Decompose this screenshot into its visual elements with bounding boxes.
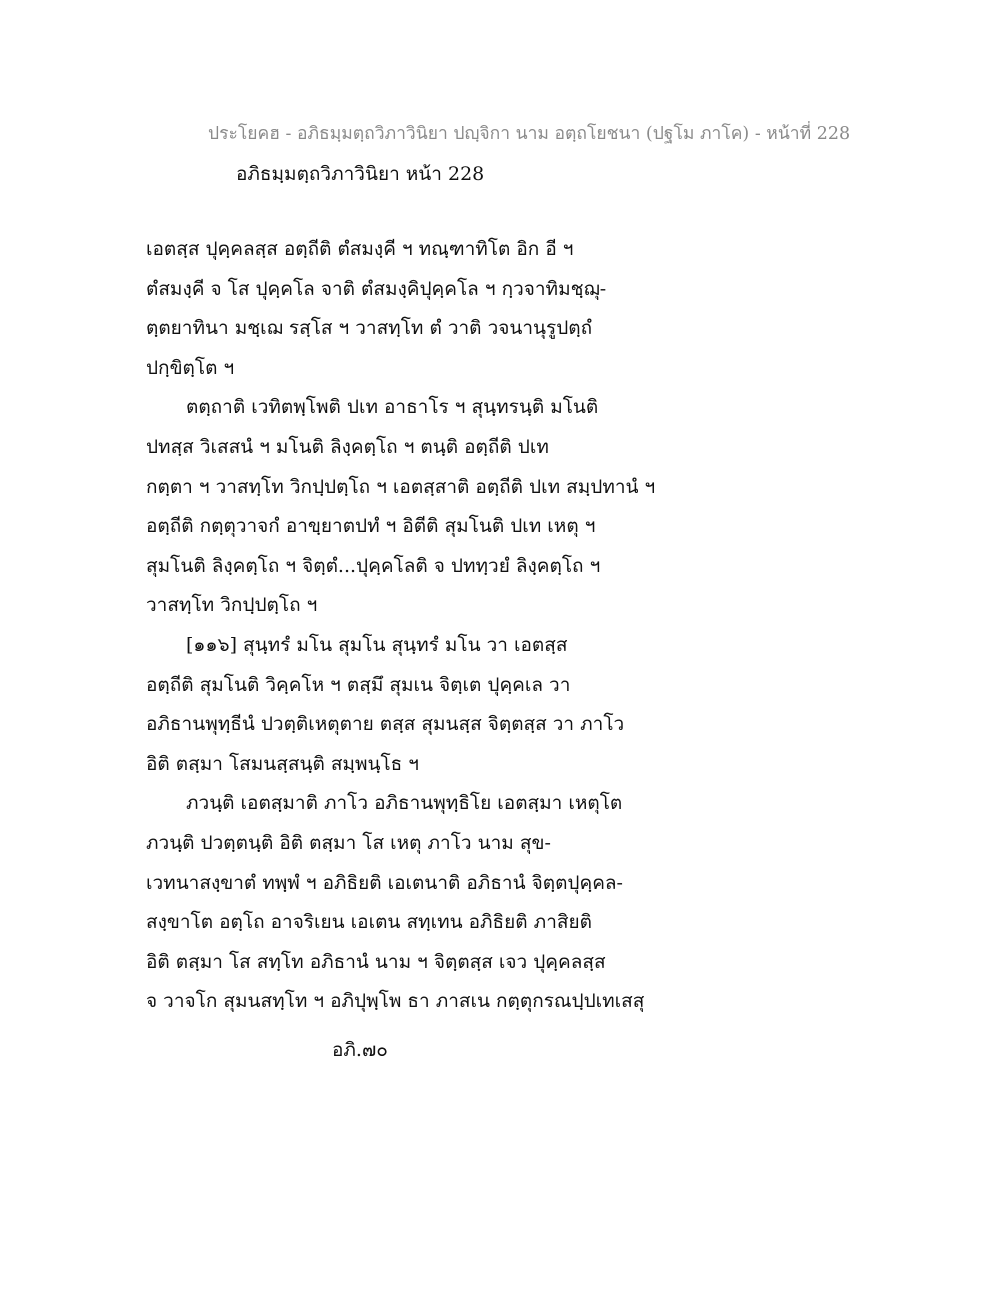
paragraph-start-line: [๑๑๖] สุนฺทรํ มโน สุมโน สุนฺทรํ มโน วา เอตสฺส — [186, 633, 568, 656]
text-line: ภวนฺติ ปวตฺตนฺติ อิติ ตสฺมา โส เหตุ ภาโว นาม สุข- — [146, 831, 551, 854]
body-text — [146, 230, 866, 1022]
text-line: อิติ ตสฺมา โสมนสฺสนฺติ สมฺพนฺโธ ฯ — [146, 752, 419, 775]
text-line: อิติ ตสฺมา โส สทฺโท อภิธานํ นาม ฯ จิตฺตสฺส เจว ปุคฺคลสฺส — [146, 950, 606, 973]
text-line: ปทสฺส วิเสสนํ ฯ มโนติ ลิงฺคตฺโถ ฯ ตนฺติ อตฺถีติ ปเท — [146, 435, 549, 458]
page-title: อภิธมฺมตฺถวิภาวินิยา หน้า 228 — [236, 163, 485, 185]
text-line: เอตสฺส ปุคฺคลสฺส อตฺถีติ ตํสมงฺคี ฯ ทณฺฑาทิโต อิก อี ฯ — [146, 238, 574, 260]
text-line: สุมโนติ ลิงฺคตฺโถ ฯ จิตฺตํ...ปุคฺคโลติ จ ปททฺวยํ ลิงฺคตฺโถ ฯ — [146, 554, 601, 577]
text-line: อตฺถีติ กตฺตุวาจกํ อาขฺยาตปทํ ฯ อิตีติ สุมโนติ ปเท เหตุ ฯ — [146, 515, 596, 538]
text-line: จ วาจโก สุมนสทฺโท ฯ อภิปุพฺโพ ธา ภาสเน กตฺตุกรณปฺปเทเสสุ — [146, 990, 645, 1013]
text-line: สงฺขาโต อตฺโถ อาจริเยน เอเตน สทฺเทน อภิธิยติ ภาสิยติ — [146, 911, 592, 934]
page-marker: อภิ.๗๐ — [332, 1039, 388, 1061]
text-line: ปกฺขิตฺโต ฯ — [146, 356, 235, 379]
running-header: ประโยคฮ - อภิธมฺมตฺถวิภาวินิยา ปญฺจิกา นาม อตฺถโยชนา (ปฐโม ภาโค) - หน้าที่ 228 — [208, 124, 851, 144]
text-line: กตฺตา ฯ วาสทฺโท วิกปฺปตฺโถ ฯ เอตสฺสาติ อตฺถีติ ปเท สมฺปทานํ ฯ — [146, 475, 656, 498]
text-line: อภิธานพุทฺธีนํ ปวตฺติเหตุตาย ตสฺส สุมนสฺส จิตฺตสฺส วา ภาโว — [146, 713, 625, 736]
text-line: เวทนาสงฺขาตํ ทพฺพํ ฯ อภิธิยติ เอเตนาติ อภิธานํ จิตฺตปุคฺคล- — [146, 871, 623, 894]
text-line: อตฺถีติ สุมโนติ วิคฺคโห ฯ ตสฺมึ สุมเน จิตฺเต ปุคฺคเล วา — [146, 673, 571, 696]
text-line: ตฺตยาทินา มชฺเฌ รสฺโส ฯ วาสทฺโท ตํ วาติ วจนานุรูปตฺถํ — [146, 317, 593, 340]
text-line: วาสทฺโท วิกปฺปตฺโถ ฯ — [146, 594, 318, 617]
text-line: ตํสมงฺคี จ โส ปุคฺคโล จาติ ตํสมงฺคิปุคฺคโล ฯ กฺวจาทิมชฺฌุ- — [146, 277, 607, 300]
paragraph-start-line: ภวนฺติ เอตสฺมาติ ภาโว อภิธานพุทฺธิโย เอตสฺมา เหตุโต — [186, 792, 623, 815]
paragraph-start-line: ตตฺถาติ เวทิตพฺโพติ ปเท อาธาโร ฯ สุนฺทรนฺติ มโนติ — [186, 396, 599, 419]
